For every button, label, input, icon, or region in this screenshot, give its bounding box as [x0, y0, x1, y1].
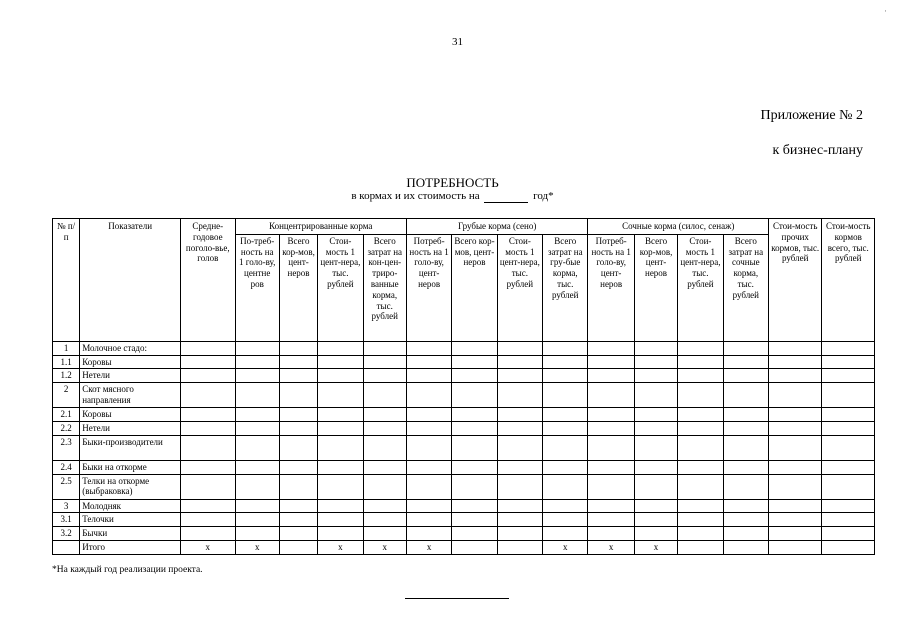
empty-cell [634, 355, 677, 369]
empty-cell [769, 421, 822, 435]
total-cell [497, 540, 542, 554]
empty-cell [181, 474, 235, 499]
empty-cell [452, 383, 497, 408]
table-row [53, 460, 875, 474]
empty-cell [181, 513, 235, 527]
empty-cell [588, 527, 634, 541]
empty-cell [769, 513, 822, 527]
empty-cell [543, 527, 588, 541]
empty-cell [497, 474, 542, 499]
empty-cell [634, 474, 677, 499]
empty-cell [822, 355, 875, 369]
footnote: *На каждый год реализации проекта. [52, 565, 203, 575]
subheader-juicy-total: Всего кор-мов, цент-неров [634, 234, 677, 341]
header-juicy-feed: Сочные корма (силос, сенаж) [588, 219, 769, 235]
header-total-feed-cost: Стои-мость кормов всего, тыс. рублей [822, 219, 875, 342]
empty-cell [588, 341, 634, 355]
empty-cell [543, 435, 588, 460]
total-cell: х [588, 540, 634, 554]
empty-cell [279, 527, 317, 541]
empty-cell [318, 435, 363, 460]
total-row [53, 540, 875, 554]
total-cell: х [181, 540, 235, 554]
subheader-juicy-price: Стои-мость 1 цент-нера, тыс. рублей [678, 234, 723, 341]
empty-cell [235, 474, 279, 499]
empty-cell [723, 421, 768, 435]
empty-cell [588, 499, 634, 513]
empty-cell [822, 499, 875, 513]
corner-mark: · [884, 6, 887, 16]
empty-cell [678, 408, 723, 422]
empty-cell [363, 355, 406, 369]
empty-cell [363, 408, 406, 422]
empty-cell [723, 355, 768, 369]
empty-cell [181, 460, 235, 474]
empty-cell [235, 369, 279, 383]
empty-cell [235, 435, 279, 460]
empty-cell [634, 421, 677, 435]
empty-cell [678, 460, 723, 474]
empty-cell [279, 383, 317, 408]
empty-cell [678, 383, 723, 408]
row-number: 3.1 [53, 513, 80, 527]
empty-cell [723, 369, 768, 383]
empty-cell [723, 408, 768, 422]
empty-cell [822, 460, 875, 474]
empty-cell [723, 474, 768, 499]
table-row [53, 435, 875, 460]
empty-cell [318, 341, 363, 355]
empty-cell [769, 527, 822, 541]
empty-cell [588, 355, 634, 369]
empty-cell [181, 435, 235, 460]
subheader-coarse-need: Потреб-ность на 1 голо-ву, цент-неров [406, 234, 451, 341]
empty-cell [678, 341, 723, 355]
empty-cell [723, 460, 768, 474]
empty-cell [452, 513, 497, 527]
empty-cell [588, 369, 634, 383]
table-row [53, 383, 875, 408]
empty-cell [181, 499, 235, 513]
empty-cell [406, 527, 451, 541]
header-row [53, 219, 875, 235]
row-indicator: Быки-производители [80, 435, 181, 460]
table-row [53, 499, 875, 513]
empty-cell [678, 474, 723, 499]
empty-cell [235, 355, 279, 369]
feed-requirements-table [52, 218, 875, 555]
table-row [53, 408, 875, 422]
empty-cell [181, 355, 235, 369]
total-label: Итого [80, 540, 181, 554]
empty-cell [452, 408, 497, 422]
empty-cell [279, 474, 317, 499]
empty-cell [279, 369, 317, 383]
empty-cell [822, 435, 875, 460]
header-other-feed-cost: Стои-мость прочих кормов, тыс. рублей [769, 219, 822, 342]
table-row [53, 341, 875, 355]
empty-cell [634, 435, 677, 460]
empty-cell [497, 513, 542, 527]
empty-cell [822, 474, 875, 499]
table-row [53, 355, 875, 369]
empty-cell [497, 341, 542, 355]
empty-cell [181, 408, 235, 422]
empty-cell [363, 435, 406, 460]
empty-cell [497, 408, 542, 422]
empty-cell [822, 383, 875, 408]
total-cell [678, 540, 723, 554]
row-indicator: Телки на откорме (выбраковка) [80, 474, 181, 499]
empty-cell [406, 383, 451, 408]
empty-cell [634, 369, 677, 383]
row-indicator: Нетели [80, 369, 181, 383]
empty-cell [318, 355, 363, 369]
page-number: 31 [452, 36, 463, 48]
empty-cell [588, 460, 634, 474]
empty-cell [822, 527, 875, 541]
row-number: 2.2 [53, 421, 80, 435]
row-number: 2.5 [53, 474, 80, 499]
table-row [53, 527, 875, 541]
empty-cell [181, 369, 235, 383]
empty-cell [634, 527, 677, 541]
subheader-coarse-price: Стои-мость 1 цент-нера, тыс. рублей [497, 234, 542, 341]
total-cell: х [543, 540, 588, 554]
empty-cell [543, 355, 588, 369]
subheader-coarse-total: Всего кор-мов, цент-неров [452, 234, 497, 341]
empty-cell [279, 460, 317, 474]
empty-cell [235, 513, 279, 527]
total-cell: х [634, 540, 677, 554]
subtitle-text-after: год* [533, 190, 554, 202]
empty-cell [406, 513, 451, 527]
appendix-subtitle: к бизнес-плану [772, 143, 863, 158]
empty-cell [363, 383, 406, 408]
empty-cell [406, 421, 451, 435]
header-avg-livestock: Средне-годовое поголо-вье, голов [181, 219, 235, 342]
total-cell: х [363, 540, 406, 554]
document-subtitle [0, 190, 905, 203]
year-blank-line [484, 190, 528, 203]
empty-cell [452, 421, 497, 435]
empty-cell [822, 421, 875, 435]
empty-cell [363, 513, 406, 527]
empty-cell [235, 383, 279, 408]
subheader-coarse-cost: Всего затрат на гру-бые корма, тыс. рублей [543, 234, 588, 341]
empty-cell [235, 341, 279, 355]
empty-cell [678, 435, 723, 460]
empty-cell [723, 527, 768, 541]
row-number: 2.1 [53, 408, 80, 422]
empty-cell [822, 513, 875, 527]
empty-cell [363, 474, 406, 499]
table-row [53, 421, 875, 435]
row-indicator: Коровы [80, 355, 181, 369]
row-number: 1.2 [53, 369, 80, 383]
empty-cell [723, 341, 768, 355]
empty-cell [406, 341, 451, 355]
empty-cell [452, 355, 497, 369]
empty-cell [452, 435, 497, 460]
row-indicator: Молочное стадо: [80, 341, 181, 355]
header-indicators: Показатели [80, 219, 181, 342]
row-number: 2.3 [53, 435, 80, 460]
row-indicator: Нетели [80, 421, 181, 435]
empty-cell [634, 383, 677, 408]
empty-cell [318, 474, 363, 499]
empty-cell [769, 341, 822, 355]
empty-cell [318, 513, 363, 527]
header-num: № п/п [53, 219, 80, 342]
empty-cell [634, 513, 677, 527]
empty-cell [678, 421, 723, 435]
empty-cell [318, 421, 363, 435]
empty-cell [279, 435, 317, 460]
empty-cell [406, 355, 451, 369]
subheader-conc-cost: Всего затрат на кон-цен-триро-ванные корма, тыс. рублей [363, 234, 406, 341]
empty-cell [452, 460, 497, 474]
empty-cell [769, 474, 822, 499]
total-cell [452, 540, 497, 554]
empty-cell [181, 341, 235, 355]
empty-cell [723, 383, 768, 408]
empty-cell [769, 460, 822, 474]
row-indicator: Бычки [80, 527, 181, 541]
header-coarse-feed: Грубые корма (сено) [406, 219, 588, 235]
empty-cell [318, 383, 363, 408]
row-indicator: Молодняк [80, 499, 181, 513]
empty-cell [406, 499, 451, 513]
empty-cell [822, 341, 875, 355]
total-cell: х [235, 540, 279, 554]
empty-cell [723, 499, 768, 513]
row-number: 3.2 [53, 527, 80, 541]
empty-cell [452, 341, 497, 355]
empty-cell [678, 355, 723, 369]
empty-cell [235, 527, 279, 541]
empty-cell [497, 421, 542, 435]
empty-cell [363, 527, 406, 541]
bottom-divider [405, 598, 509, 599]
empty-cell [279, 421, 317, 435]
total-cell: х [406, 540, 451, 554]
empty-cell [497, 355, 542, 369]
subheader-conc-price: Стои-мость 1 цент-нера, тыс. рублей [318, 234, 363, 341]
empty-cell [452, 369, 497, 383]
empty-cell [406, 408, 451, 422]
empty-cell [678, 513, 723, 527]
empty-cell [318, 369, 363, 383]
row-number: 3 [53, 499, 80, 513]
empty-cell [822, 369, 875, 383]
total-cell [723, 540, 768, 554]
empty-cell [678, 499, 723, 513]
empty-cell [318, 499, 363, 513]
empty-cell [588, 474, 634, 499]
total-cell [769, 540, 822, 554]
row-number: 1 [53, 341, 80, 355]
row-indicator: Скот мясного направления [80, 383, 181, 408]
empty-cell [769, 408, 822, 422]
row-number: 1.1 [53, 355, 80, 369]
total-cell [279, 540, 317, 554]
empty-cell [543, 369, 588, 383]
total-cell: х [318, 540, 363, 554]
empty-cell [363, 499, 406, 513]
row-number: 2 [53, 383, 80, 408]
empty-cell [723, 435, 768, 460]
empty-cell [543, 408, 588, 422]
empty-cell [406, 474, 451, 499]
total-cell [822, 540, 875, 554]
table-row [53, 513, 875, 527]
empty-cell [822, 408, 875, 422]
subheader-juicy-cost: Всего затрат на сочные корма, тыс. рублей [723, 234, 768, 341]
empty-cell [279, 355, 317, 369]
empty-cell [769, 369, 822, 383]
empty-cell [497, 460, 542, 474]
row-indicator: Быки на откорме [80, 460, 181, 474]
empty-cell [279, 499, 317, 513]
appendix-title: Приложение № 2 [760, 108, 863, 123]
empty-cell [406, 369, 451, 383]
empty-cell [497, 435, 542, 460]
empty-cell [363, 369, 406, 383]
empty-cell [634, 460, 677, 474]
empty-cell [181, 421, 235, 435]
empty-cell [769, 383, 822, 408]
subtitle-text-before: в кормах и их стоимость на [351, 190, 480, 202]
table-row [53, 474, 875, 499]
header-concentrated-feed: Концентрированные корма [235, 219, 406, 235]
empty-cell [634, 341, 677, 355]
empty-cell [318, 460, 363, 474]
empty-cell [543, 383, 588, 408]
empty-cell [452, 527, 497, 541]
empty-cell [452, 474, 497, 499]
empty-cell [363, 341, 406, 355]
empty-cell [497, 369, 542, 383]
table-row [53, 369, 875, 383]
empty-cell [678, 369, 723, 383]
empty-cell [588, 421, 634, 435]
empty-cell [452, 499, 497, 513]
empty-cell [235, 499, 279, 513]
empty-cell [279, 341, 317, 355]
total-num-cell [53, 540, 80, 554]
empty-cell [363, 460, 406, 474]
empty-cell [769, 435, 822, 460]
empty-cell [497, 383, 542, 408]
empty-cell [181, 383, 235, 408]
empty-cell [588, 435, 634, 460]
empty-cell [181, 527, 235, 541]
empty-cell [769, 499, 822, 513]
empty-cell [634, 408, 677, 422]
empty-cell [588, 383, 634, 408]
subheader-conc-need: По-треб-ность на 1 голо-ву, центне ров [235, 234, 279, 341]
empty-cell [363, 421, 406, 435]
subheader-juicy-need: Потреб-ность на 1 голо-ву, цент-неров [588, 234, 634, 341]
empty-cell [406, 435, 451, 460]
empty-cell [543, 513, 588, 527]
empty-cell [279, 408, 317, 422]
empty-cell [588, 513, 634, 527]
empty-cell [497, 527, 542, 541]
row-indicator: Телочки [80, 513, 181, 527]
empty-cell [723, 513, 768, 527]
empty-cell [678, 527, 723, 541]
empty-cell [634, 499, 677, 513]
empty-cell [588, 408, 634, 422]
empty-cell [235, 408, 279, 422]
empty-cell [497, 499, 542, 513]
empty-cell [543, 341, 588, 355]
empty-cell [769, 355, 822, 369]
empty-cell [318, 408, 363, 422]
empty-cell [543, 421, 588, 435]
empty-cell [235, 460, 279, 474]
empty-cell [235, 421, 279, 435]
subheader-conc-total: Всего кор-мов, цент-неров [279, 234, 317, 341]
empty-cell [543, 499, 588, 513]
row-indicator: Коровы [80, 408, 181, 422]
empty-cell [279, 513, 317, 527]
empty-cell [543, 460, 588, 474]
document-title: ПОТРЕБНОСТЬ [406, 175, 499, 190]
row-number: 2.4 [53, 460, 80, 474]
empty-cell [406, 460, 451, 474]
empty-cell [318, 527, 363, 541]
empty-cell [543, 474, 588, 499]
